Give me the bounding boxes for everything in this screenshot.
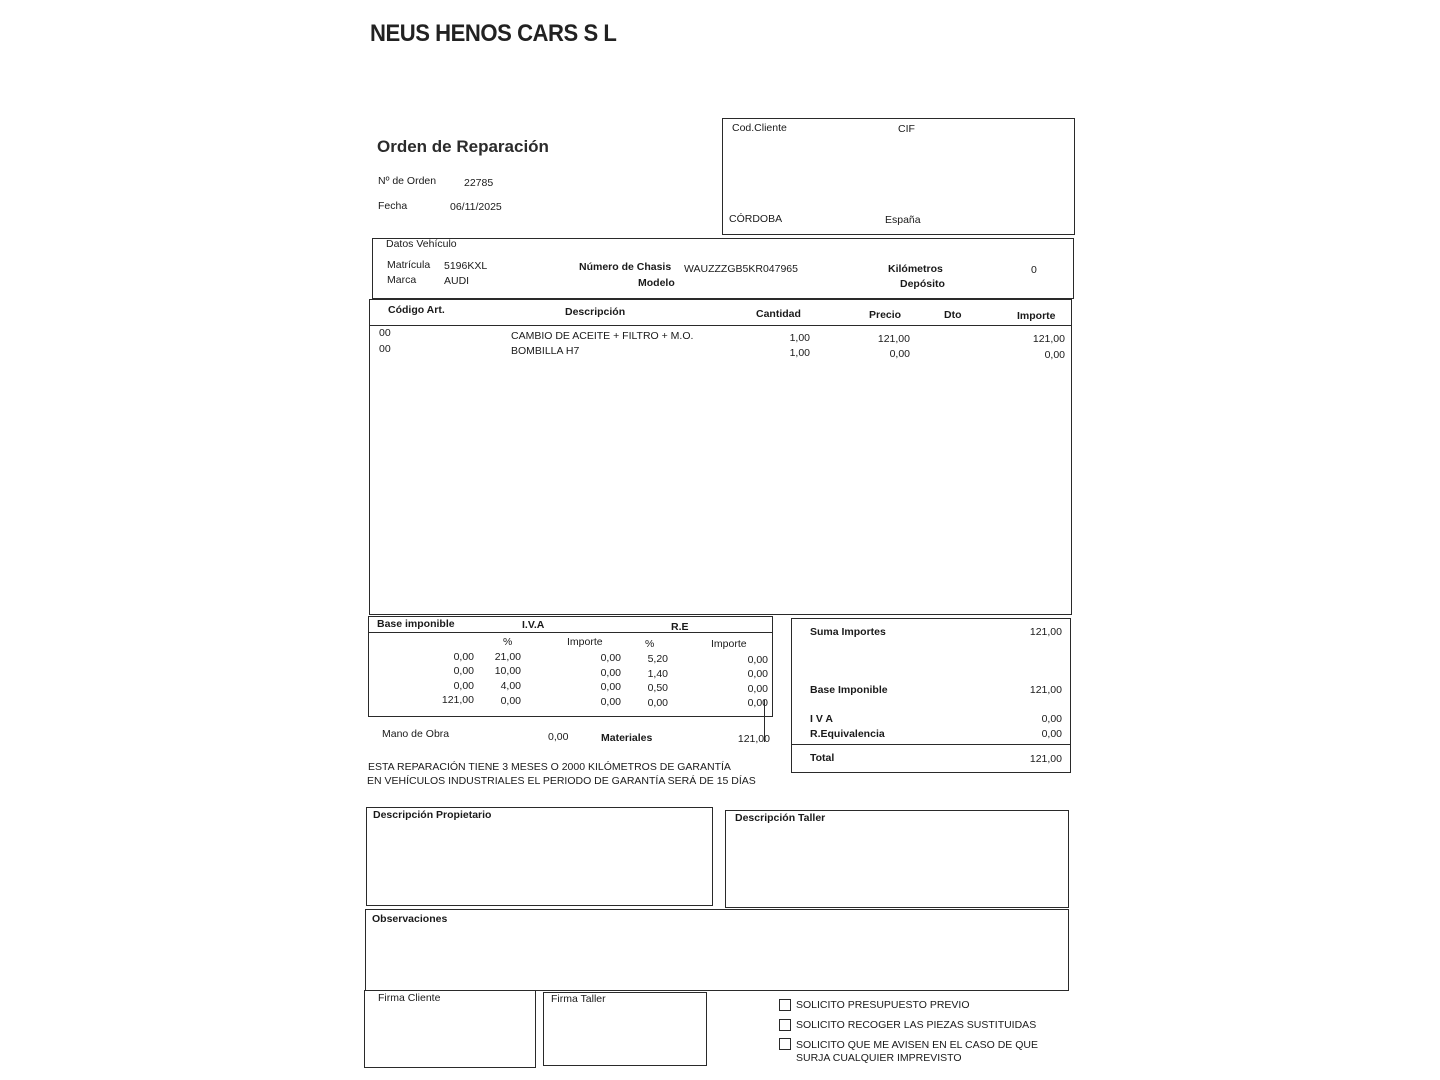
col-desc-header: Descripción (565, 306, 626, 318)
col-dto-header: Dto (944, 309, 962, 321)
row2-desc: BOMBILLA H7 (511, 345, 580, 357)
tax-row3-iva-pct: 4,00 (500, 680, 521, 692)
checkbox-presupuesto-label: SOLICITO PRESUPUESTO PREVIO (796, 999, 970, 1011)
workshop-description-label: Descripción Taller (735, 812, 826, 824)
tax-iva-amt-header: Importe (567, 636, 603, 648)
row1-price: 121,00 (877, 333, 910, 345)
tax-row1-re-amt: 0,00 (747, 654, 768, 666)
tax-row2-re-amt: 0,00 (747, 668, 768, 680)
checkbox-recoger-piezas[interactable] (779, 1019, 791, 1031)
tax-row1-base: 0,00 (453, 651, 474, 663)
client-country: España (885, 214, 921, 226)
checkbox-avisen-label-2: SURJA CUALQUIER IMPREVISTO (796, 1052, 962, 1064)
tax-row1-iva-pct: 21,00 (494, 651, 521, 663)
plate-value: 5196KXL (444, 260, 488, 272)
suma-value: 121,00 (1029, 626, 1062, 638)
total-label: Total (810, 752, 835, 764)
row2-amount: 0,00 (1044, 349, 1065, 361)
warranty-line-1: ESTA REPARACIÓN TIENE 3 MESES O 2000 KILÓMETROS DE GARANTÍA (368, 761, 731, 773)
row1-qty: 1,00 (789, 332, 810, 344)
tax-row2-iva-pct: 10,00 (494, 665, 521, 677)
observations-label: Observaciones (372, 913, 448, 925)
deposit-label: Depósito (900, 278, 945, 290)
total-value: 121,00 (1029, 753, 1062, 765)
model-label: Modelo (638, 277, 675, 289)
owner-description-label: Descripción Propietario (373, 809, 492, 821)
tax-row3-re-pct: 0,50 (647, 682, 668, 694)
chassis-value: WAUZZZGB5KR047965 (684, 263, 798, 275)
km-value: 0 (1031, 264, 1037, 276)
tax-row2-re-pct: 1,40 (647, 668, 668, 680)
lines-table (369, 299, 1072, 615)
requivalencia-label: R.Equivalencia (810, 728, 885, 740)
checkbox-avisen[interactable] (779, 1038, 791, 1050)
totals-divider (791, 744, 1071, 745)
lines-header-divider (369, 325, 1072, 326)
row1-code: 00 (379, 327, 391, 339)
tax-re-header: R.E (671, 621, 689, 633)
checkbox-recoger-piezas-label: SOLICITO RECOGER LAS PIEZAS SUSTITUIDAS (796, 1019, 1037, 1031)
row1-amount: 121,00 (1032, 333, 1065, 345)
date-label: Fecha (378, 200, 408, 212)
tax-row4-iva-amt: 0,00 (600, 696, 621, 708)
date-value: 06/11/2025 (450, 201, 502, 213)
tax-row2-iva-amt: 0,00 (600, 667, 621, 679)
client-code-label: Cod.Cliente (732, 122, 787, 134)
order-number: 22785 (464, 177, 494, 189)
owner-description-box[interactable] (366, 807, 713, 906)
iva-label: I V A (810, 713, 833, 725)
tax-row4-base: 121,00 (441, 694, 474, 706)
tax-iva-header: I.V.A (522, 619, 545, 631)
cif-label: CIF (898, 123, 915, 135)
tax-row4-re-pct: 0,00 (647, 697, 668, 709)
labour-label: Mano de Obra (382, 728, 450, 740)
tax-header-divider (368, 632, 773, 633)
client-city: CÓRDOBA (729, 213, 783, 225)
row2-qty: 1,00 (789, 347, 810, 359)
tax-re-pct-header: % (645, 638, 655, 650)
tax-iva-pct-header: % (503, 636, 513, 648)
km-label: Kilómetros (888, 263, 943, 275)
order-number-label: Nº de Orden (378, 175, 437, 187)
tax-re-amt-header: Importe (711, 638, 747, 650)
iva-value: 0,00 (1041, 713, 1062, 725)
document-title: Orden de Reparación (377, 137, 549, 156)
row2-code: 00 (379, 343, 391, 355)
row2-price: 0,00 (889, 348, 910, 360)
checkbox-presupuesto[interactable] (779, 999, 791, 1011)
suma-label: Suma Importes (810, 626, 886, 638)
materials-label: Materiales (601, 732, 653, 744)
workshop-signature-label: Firma Taller (551, 993, 606, 1005)
tax-row1-iva-amt: 0,00 (600, 652, 621, 664)
brand-value: AUDI (444, 275, 470, 287)
vehicle-section-title: Datos Vehículo (386, 238, 457, 250)
plate-label: Matrícula (387, 259, 431, 271)
workshop-description-box[interactable] (725, 810, 1069, 908)
tax-row3-iva-amt: 0,00 (600, 681, 621, 693)
labour-value: 0,00 (548, 731, 569, 743)
tax-row4-re-amt: 0,00 (747, 697, 768, 709)
tax-row4-iva-pct: 0,00 (500, 695, 521, 707)
col-qty-header: Cantidad (756, 308, 801, 320)
tax-row1-re-pct: 5,20 (647, 653, 668, 665)
materials-value: 121,00 (737, 733, 770, 745)
base-imponible-value: 121,00 (1029, 684, 1062, 696)
tax-base-header: Base imponible (377, 618, 455, 630)
warranty-line-2: EN VEHÍCULOS INDUSTRIALES EL PERIODO DE GARANTÍA SERÁ DE 15 DÍAS (367, 775, 756, 787)
col-price-header: Precio (869, 309, 902, 321)
company-name: NEUS HENOS CARS S L (370, 20, 617, 47)
observations-box[interactable] (365, 909, 1069, 991)
tax-row3-re-amt: 0,00 (747, 683, 768, 695)
tax-row3-base: 0,00 (453, 680, 474, 692)
chassis-label: Número de Chasis (579, 261, 672, 273)
base-imponible-label: Base Imponible (810, 684, 888, 696)
row1-desc: CAMBIO DE ACEITE + FILTRO + M.O. (511, 330, 694, 342)
client-signature-label: Firma Cliente (378, 992, 441, 1004)
requivalencia-value: 0,00 (1041, 728, 1062, 740)
col-amount-header: Importe (1017, 310, 1056, 322)
tax-row2-base: 0,00 (453, 665, 474, 677)
col-code-header: Código Art. (388, 304, 445, 316)
checkbox-avisen-label-1: SOLICITO QUE ME AVISEN EN EL CASO DE QUE (796, 1039, 1038, 1051)
brand-label: Marca (387, 274, 417, 286)
